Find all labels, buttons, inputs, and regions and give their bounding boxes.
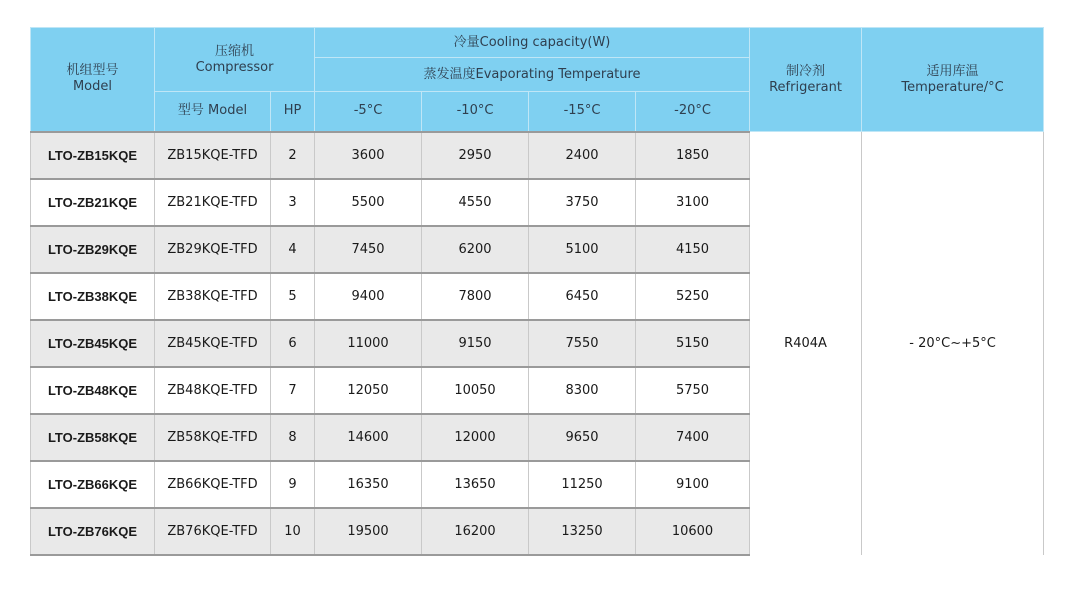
capacity-minus5: 19500 xyxy=(315,508,422,555)
table-body xyxy=(31,132,1044,555)
unit-model: LTO-ZB45KQE xyxy=(31,320,155,367)
unit-model: LTO-ZB15KQE xyxy=(31,132,155,179)
capacity-minus15: 8300 xyxy=(529,367,636,414)
temp-header-minus20: -20°C xyxy=(636,92,750,132)
model-header xyxy=(31,28,155,132)
temp-header-minus10: -10°C xyxy=(422,92,529,132)
capacity-minus15: 3750 xyxy=(529,179,636,226)
hp-value: 2 xyxy=(271,132,315,179)
capacity-minus15: 6450 xyxy=(529,273,636,320)
capacity-minus5: 11000 xyxy=(315,320,422,367)
cooling-capacity-header: 冷量Cooling capacity(W) xyxy=(315,28,750,58)
capacity-minus15: 7550 xyxy=(529,320,636,367)
temp-header-minus15: -15°C xyxy=(529,92,636,132)
specification-table xyxy=(30,27,1044,556)
capacity-minus15: 5100 xyxy=(529,226,636,273)
refrigerant-header xyxy=(750,28,862,132)
temp-header-minus5: -5°C xyxy=(315,92,422,132)
temperature-range-header xyxy=(862,28,1044,132)
compressor-header xyxy=(155,28,315,92)
capacity-minus20: 1850 xyxy=(636,132,750,179)
compressor-header-en: Compressor xyxy=(195,59,274,75)
compressor-model: ZB58KQE-TFD xyxy=(155,414,271,461)
hp-value: 9 xyxy=(271,461,315,508)
capacity-minus5: 5500 xyxy=(315,179,422,226)
compressor-model: ZB21KQE-TFD xyxy=(155,179,271,226)
hp-value: 6 xyxy=(271,320,315,367)
capacity-minus20: 5250 xyxy=(636,273,750,320)
compressor-model: ZB38KQE-TFD xyxy=(155,273,271,320)
capacity-minus5: 7450 xyxy=(315,226,422,273)
unit-model: LTO-ZB38KQE xyxy=(31,273,155,320)
compressor-model: ZB48KQE-TFD xyxy=(155,367,271,414)
compressor-model: ZB29KQE-TFD xyxy=(155,226,271,273)
temperature-range-header-en: Temperature/°C xyxy=(901,79,1004,95)
compressor-model: ZB66KQE-TFD xyxy=(155,461,271,508)
hp-value: 10 xyxy=(271,508,315,555)
capacity-minus10: 9150 xyxy=(422,320,529,367)
model-header-cn: 机组型号 xyxy=(66,63,119,79)
capacity-minus10: 2950 xyxy=(422,132,529,179)
capacity-minus20: 3100 xyxy=(636,179,750,226)
hp-value: 3 xyxy=(271,179,315,226)
capacity-minus15: 2400 xyxy=(529,132,636,179)
refrigerant-header-en: Refrigerant xyxy=(769,79,842,95)
unit-model: LTO-ZB48KQE xyxy=(31,367,155,414)
capacity-minus5: 12050 xyxy=(315,367,422,414)
unit-model: LTO-ZB76KQE xyxy=(31,508,155,555)
refrigerant-header-cn: 制冷剂 xyxy=(786,63,826,79)
capacity-minus5: 3600 xyxy=(315,132,422,179)
hp-value: 5 xyxy=(271,273,315,320)
capacity-minus15: 13250 xyxy=(529,508,636,555)
capacity-minus5: 14600 xyxy=(315,414,422,461)
compressor-model-header: 型号 Model xyxy=(155,92,271,132)
capacity-minus5: 16350 xyxy=(315,461,422,508)
capacity-minus10: 6200 xyxy=(422,226,529,273)
capacity-minus20: 4150 xyxy=(636,226,750,273)
compressor-model: ZB45KQE-TFD xyxy=(155,320,271,367)
capacity-minus15: 11250 xyxy=(529,461,636,508)
capacity-minus10: 7800 xyxy=(422,273,529,320)
capacity-minus10: 4550 xyxy=(422,179,529,226)
refrigerant-value: R404A xyxy=(750,132,862,555)
capacity-minus20: 5750 xyxy=(636,367,750,414)
capacity-minus20: 10600 xyxy=(636,508,750,555)
capacity-minus15: 9650 xyxy=(529,414,636,461)
compressor-model: ZB15KQE-TFD xyxy=(155,132,271,179)
evaporating-temperature-header: 蒸发温度Evaporating Temperature xyxy=(315,58,750,92)
temperature-range-value: - 20°C~+5°C xyxy=(862,132,1044,555)
hp-header: HP xyxy=(271,92,315,132)
capacity-minus10: 16200 xyxy=(422,508,529,555)
hp-value: 8 xyxy=(271,414,315,461)
unit-model: LTO-ZB29KQE xyxy=(31,226,155,273)
capacity-minus20: 5150 xyxy=(636,320,750,367)
capacity-minus5: 9400 xyxy=(315,273,422,320)
capacity-minus10: 13650 xyxy=(422,461,529,508)
compressor-model: ZB76KQE-TFD xyxy=(155,508,271,555)
capacity-minus10: 10050 xyxy=(422,367,529,414)
table-row xyxy=(31,132,1044,179)
unit-model: LTO-ZB66KQE xyxy=(31,461,155,508)
hp-value: 7 xyxy=(271,367,315,414)
unit-model: LTO-ZB58KQE xyxy=(31,414,155,461)
model-header-en: Model xyxy=(72,79,113,95)
capacity-minus20: 7400 xyxy=(636,414,750,461)
compressor-header-cn: 压缩机 xyxy=(215,43,255,59)
hp-value: 4 xyxy=(271,226,315,273)
temperature-range-header-cn: 适用库温 xyxy=(926,63,979,79)
capacity-minus10: 12000 xyxy=(422,414,529,461)
unit-model: LTO-ZB21KQE xyxy=(31,179,155,226)
capacity-minus20: 9100 xyxy=(636,461,750,508)
table-header xyxy=(31,28,1044,132)
